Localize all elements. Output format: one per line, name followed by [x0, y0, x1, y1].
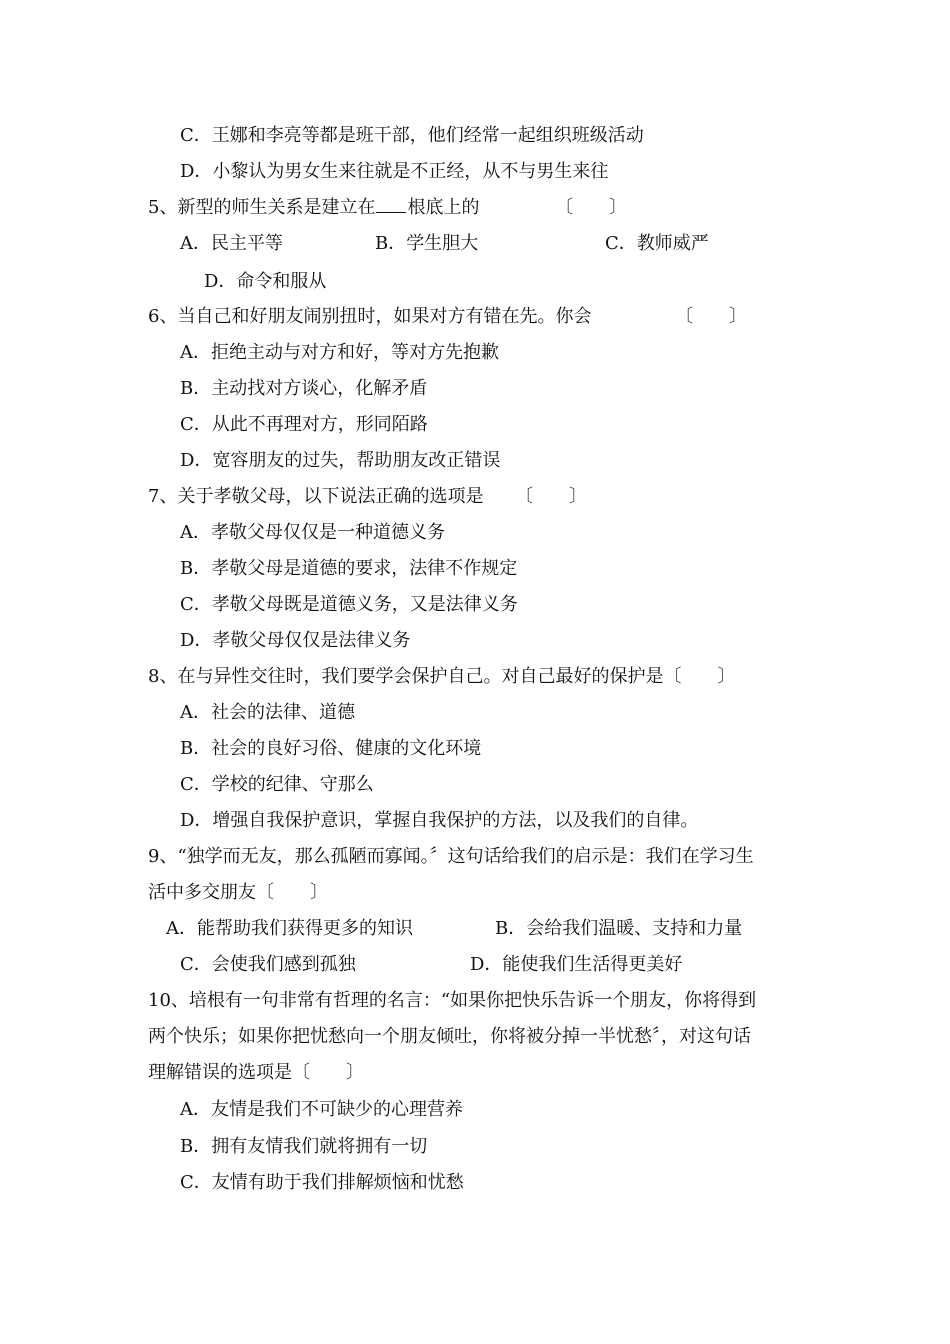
q5-blank: [376, 198, 406, 213]
q9-stem-line-2: 活中多交朋友〔 〕: [148, 882, 328, 903]
q5-option-b: B．学生胆大: [375, 233, 479, 254]
q4-option-d: D．小黎认为男女生来往就是不正经，从不与男生来往: [180, 161, 609, 182]
q6-option-c: C．从此不再理对方，形同陌路: [180, 414, 428, 435]
q8-stem: 8、在与异性交往时，我们要学会保护自己。对自己最好的保护是〔 〕: [148, 666, 736, 687]
q8-option-b: B．社会的良好习俗、健康的文化环境: [180, 738, 482, 759]
q8-option-c: C．学校的纪律、守那么: [180, 774, 374, 795]
q9-option-b: B．会给我们温暖、支持和力量: [495, 918, 743, 939]
q5-answer-bracket: 〔 〕: [555, 197, 627, 218]
q10-stem-line-1: 10、培根有一句非常有哲理的名言：“如果你把快乐告诉一个朋友，你将得到: [148, 990, 757, 1011]
q5-stem-before: 5、新型的师生关系是建立在: [148, 197, 376, 218]
q7-option-b: B．孝敬父母是道德的要求，法律不作规定: [180, 558, 518, 579]
q10-stem-line-2: 两个快乐；如果你把忧愁向一个朋友倾吐，你将被分掉一半忧愁〞，对这句话: [148, 1026, 751, 1047]
q7-stem: 7、关于孝敬父母，以下说法正确的选项是: [148, 486, 484, 507]
q10-stem-line-3: 理解错误的选项是〔 〕: [148, 1062, 364, 1083]
q5-option-a: A．民主平等: [180, 233, 283, 254]
q4-option-c: C．王娜和李亮等都是班干部，他们经常一起组织班级活动: [180, 125, 644, 146]
q7-option-c: C．孝敬父母既是道德义务，又是法律义务: [180, 594, 518, 615]
q9-option-d: D．能使我们生活得更美好: [470, 954, 683, 975]
q6-option-a: A．拒绝主动与对方和好，等对方先抱歉: [180, 342, 499, 363]
q9-option-a: A．能帮助我们获得更多的知识: [166, 918, 413, 939]
q5-option-c: C．教师威严: [605, 233, 709, 254]
q10-option-b: B．拥有友情我们就将拥有一切: [180, 1136, 428, 1157]
q6-stem: 6、当自己和好朋友闹别扭时，如果对方有错在先。你会: [148, 306, 592, 327]
q9-stem-line-1: 9、“独学而无友，那么孤陋而寡闻。〞这句话给我们的启示是：我们在学习生: [148, 846, 754, 867]
q7-option-a: A．孝敬父母仅仅是一种道德义务: [180, 522, 445, 543]
q8-option-d: D．增强自我保护意识，掌握自我保护的方法，以及我们的自律。: [180, 810, 699, 831]
q6-answer-bracket: 〔 〕: [675, 306, 747, 327]
q8-option-a: A．社会的法律、道德: [180, 702, 355, 723]
q5-option-d: D．命令和服从: [204, 271, 327, 292]
q6-option-b: B．主动找对方谈心，化解矛盾: [180, 378, 428, 399]
q7-answer-bracket: 〔 〕: [515, 486, 587, 507]
q5-stem-after: 根底上的: [407, 197, 480, 218]
q5-stem: [148, 196, 479, 220]
q7-option-d: D．孝敬父母仅仅是法律义务: [180, 630, 411, 651]
q10-option-c: C．友情有助于我们排解烦恼和忧愁: [180, 1172, 464, 1193]
q6-option-d: D．宽容朋友的过失，帮助朋友改正错误: [180, 450, 501, 471]
q9-option-c: C．会使我们感到孤独: [180, 954, 356, 975]
q10-option-a: A．友情是我们不可缺少的心理营养: [180, 1099, 463, 1120]
